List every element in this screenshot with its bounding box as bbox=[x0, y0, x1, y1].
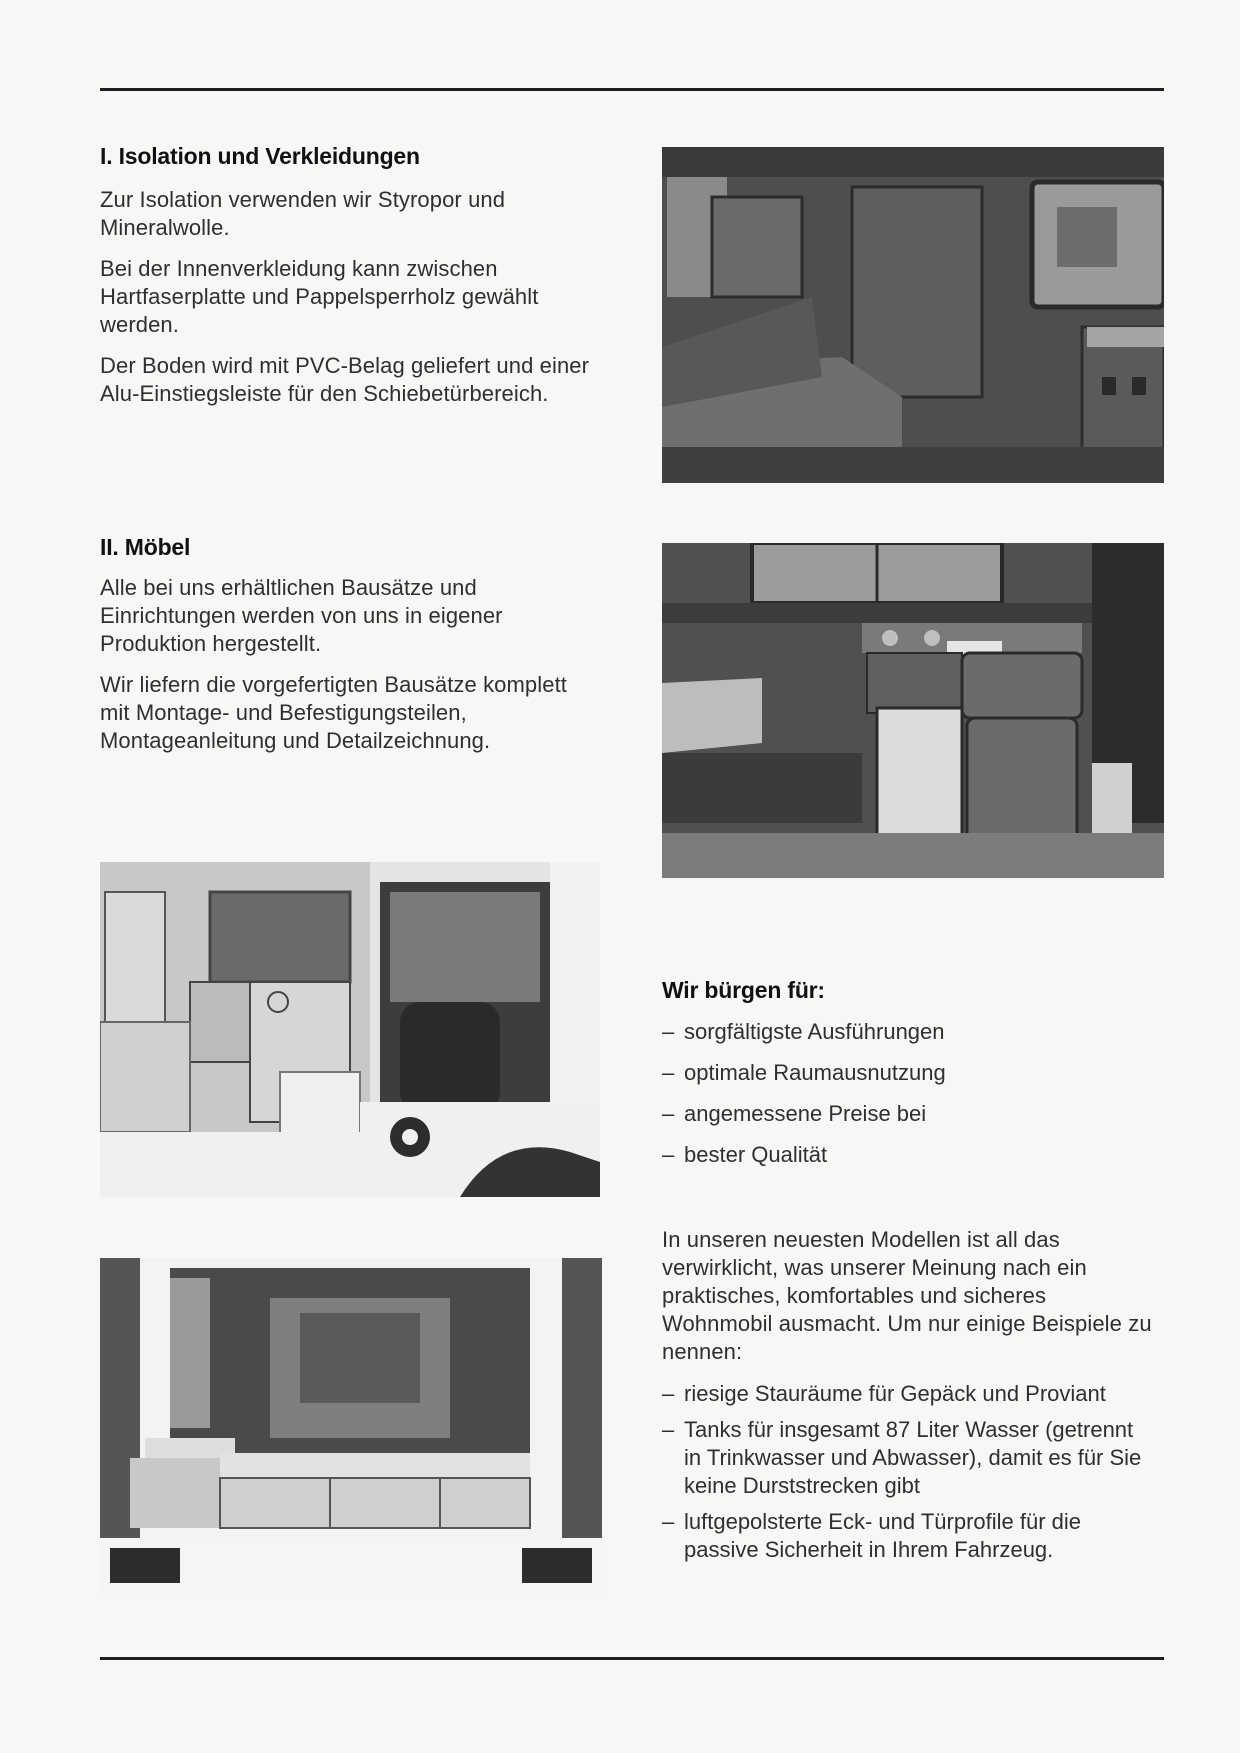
bottom-rule bbox=[100, 1657, 1164, 1660]
isolation-paragraph-1: Zur Isolation verwenden wir Styropor und Mineralwolle. bbox=[100, 187, 506, 240]
models-feature-item: – luftgepolsterte Eck- und Türprofile für die passive Sicherheit in Ihrem Fahrzeug. bbox=[662, 1508, 1152, 1564]
furniture-paragraph-1: Alle bei uns erhältlichen Bausätze und Einrichtungen werden von uns in eigener Produktion hergestellt. bbox=[100, 575, 503, 656]
models-feature-list bbox=[662, 1380, 1152, 1564]
section-heading-isolation: I. Isolation und Verkleidungen bbox=[100, 143, 420, 169]
guarantee-list bbox=[662, 1018, 1082, 1169]
models-intro-paragraph: In unseren neuesten Modellen ist all das verwirklicht, was unserer Meinung nach ein praktisches, komfortables und sicheres Wohnmobil ausmacht. Um nur einige Beispiele zu nennen: bbox=[662, 1227, 1152, 1364]
furniture-paragraph-2: Wir liefern die vorgefertigten Bausätze komplett mit Montage- und Befestigungsteilen, Montageanleitung und Detailzeichnung. bbox=[100, 672, 568, 753]
top-rule bbox=[100, 88, 1164, 91]
isolation-paragraph-2: Bei der Innenverkleidung kann zwischen Hartfaserplatte und Pappelsperrholz gewählt werden. bbox=[100, 256, 539, 337]
guarantee-item: – sorgfältigste Ausführungen bbox=[662, 1018, 1082, 1046]
photo-kitchen-fridge bbox=[662, 543, 1164, 878]
photo-van-rear-open bbox=[100, 1258, 602, 1598]
guarantee-heading: Wir bürgen für: bbox=[662, 977, 825, 1003]
guarantee-item: – bester Qualität bbox=[662, 1141, 1082, 1169]
guarantee-item: – angemessene Preise bei bbox=[662, 1100, 1082, 1128]
guarantee-item: – optimale Raumausnutzung bbox=[662, 1059, 1082, 1087]
section-heading-furniture: II. Möbel bbox=[100, 534, 191, 560]
photo-van-side-door bbox=[100, 862, 600, 1197]
isolation-paragraph-3: Der Boden wird mit PVC-Belag geliefert und einer Alu-Einstiegsleiste für den Schiebetürbereich. bbox=[100, 353, 590, 406]
models-feature-item: – riesige Stauräume für Gepäck und Proviant bbox=[662, 1380, 1152, 1408]
models-feature-item: – Tanks für insgesamt 87 Liter Wasser (getrennt in Trinkwasser und Abwasser), damit es für Sie keine Durststrecken gibt bbox=[662, 1416, 1152, 1500]
photo-interior-cabinets bbox=[662, 147, 1164, 483]
